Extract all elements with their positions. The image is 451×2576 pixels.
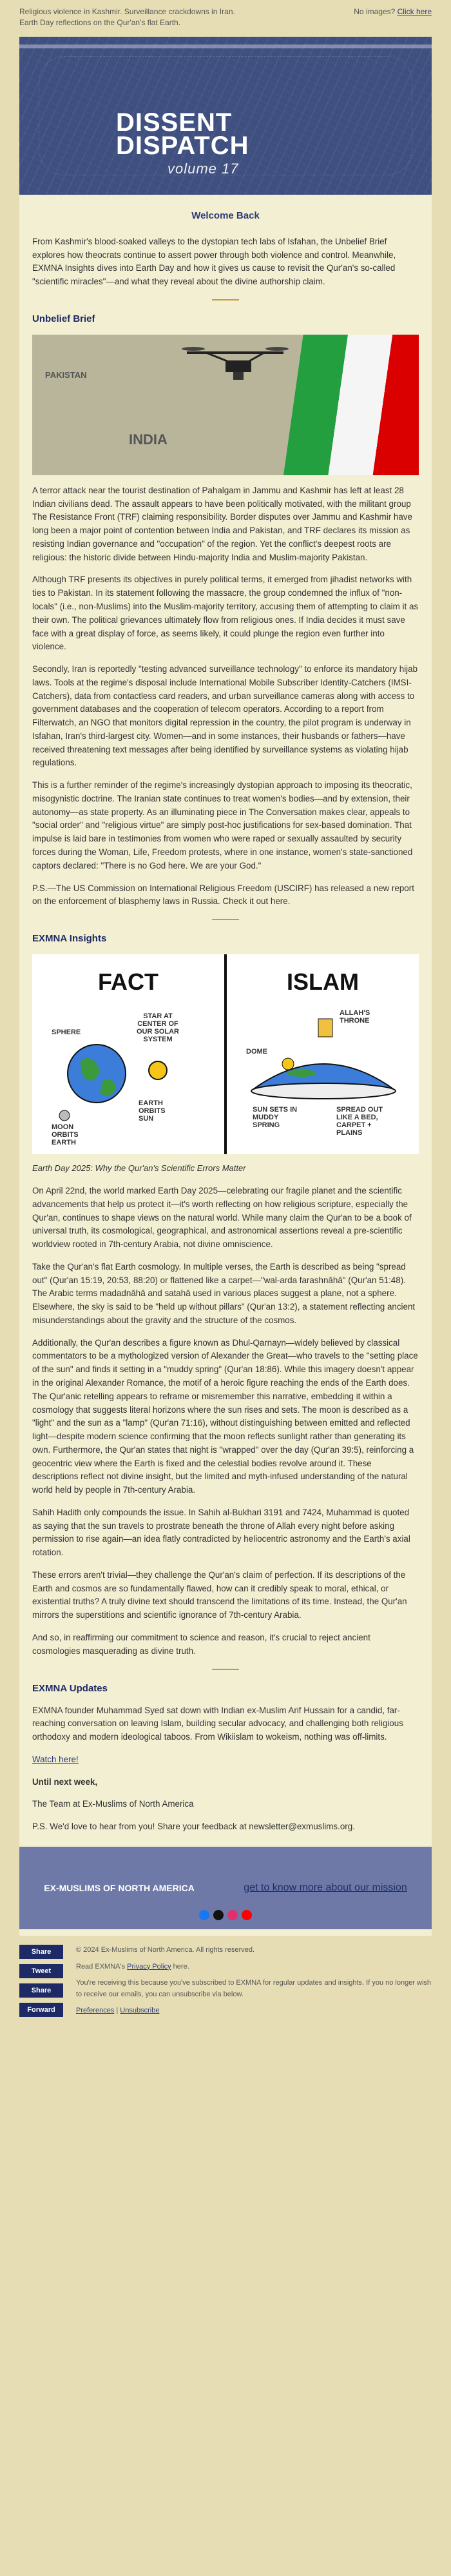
divider <box>212 919 239 920</box>
kashmir-drone-image <box>32 335 419 475</box>
exmna-updates-heading: EXMNA Updates <box>32 1682 108 1694</box>
unbelief-p3: Secondly, Iran is reportedly "testing advanced surveillance technology" to enforce its mandatory hijab laws. Tools at the regime's disposal include International Mobile Subscriber Identity-Catchers (IMSI-Catchers), data from contactless card readers, and urban surveillance cameras along with access to government databases and the cooperation of telecom operators. According to a report from Filterwatch, an NGO that monitors digital repression in the country, the pilot program is underway in Isfahan, Iran's third-largest city. Women—and in some instances, their husbands or fathers—have received threatening text messages after being identified by surveillance systems as violating hijab regulations. <box>32 664 418 768</box>
until-next-week: Until next week, <box>32 1776 98 1787</box>
comic-sphere-label: SPHERE <box>52 1028 81 1037</box>
privacy-pre: Read EXMNA's <box>76 1962 126 1971</box>
privacy-link[interactable]: Privacy Policy <box>127 1962 171 1971</box>
insights-p6: And so, in reaffirming our commitment to science and reason, it's crucial to reject ancient cosmologies masquerading as divine truth. <box>32 1633 370 1656</box>
forward-button[interactable]: Forward <box>19 2003 63 2017</box>
updates-p1: EXMNA founder Muhammad Syed sat down with Indian ex-Muslim Arif Hussain for a candid, far-reaching conversation on leaving Islam, building secular advocacy, and challenging both religious orthodoxy and modern ideological taboos. From Wikiislam to wokeism, nothing was off-limits. <box>32 1705 403 1742</box>
hero-band <box>19 44 432 48</box>
hero-banner <box>19 37 432 195</box>
preheader-summary: Religious violence in Kashmir. Surveillance crackdowns in Iran. Earth Day reflections on the Qur'an's flat Earth. <box>19 7 235 28</box>
comic-dome-label: DOME <box>246 1048 267 1056</box>
preheader <box>19 0 432 37</box>
iran-flag-image <box>283 335 419 475</box>
manage-links <box>76 2005 432 2017</box>
feedback-ps: P.S. We'd love to hear from you! Share your feedback at newsletter@exmuslims.org. <box>32 1822 355 1832</box>
unbelief-p2: Although TRF presents its objectives in purely political terms, it emerged from jihadist networks with ties to Pakistan. In its statement following the massacre, the group condemned the influx of "non-locals" (i.e., non-Muslims) into the Muslim-majority territory, accusing them of attempting to claim it as their own. The political grievances ultimately flow from religious ones. If India decides it must save face with a great display of force, as seems likely, it could plunge the region even further into violence. <box>32 575 419 652</box>
preferences-link[interactable]: Preferences <box>76 2007 115 2015</box>
comic-fact-title: FACT <box>98 968 158 996</box>
comic-caption: Earth Day 2025: Why the Qur'an's Scientific Errors Matter <box>32 1163 246 1174</box>
divider <box>212 1669 239 1670</box>
comic-star-label: STAR AT CENTER OF OUR SOLAR SYSTEM <box>137 1012 179 1044</box>
comic-sunsets-label: SUN SETS IN MUDDY SPRING <box>253 1106 298 1130</box>
unbelief-brief-heading: Unbelief Brief <box>32 313 95 324</box>
unbelief-p5: P.S.—The US Commission on International Religious Freedom (USCIRF) has released a new report on the enforcement of blasphemy laws in Russia. Check it out here. <box>32 883 414 907</box>
unbelief-p1: A terror attack near the tourist destination of Pahalgam in Jammu and Kashmir has left at least 28 Indian civilians dead. The assault appears to have been politically motivated, with the militant group The Resistance Front (TRF) claiming responsibility. Border disputes over Jammu and Kashmir have long been a major point of contention between India and Pakistan, and TRF declares its mission as resisting Indian governance and "occupation" of the region. Yet the conflict's deepest roots are religious: the historic divide between Hindu-majority India and Muslim-majority Pakistan. <box>32 485 412 562</box>
drone-icon <box>180 341 290 393</box>
logo-volume: volume 17 <box>168 160 239 177</box>
social-icons <box>199 1910 252 1920</box>
exmna-logo <box>44 1883 195 1893</box>
logo-line2: DISPATCH <box>116 131 249 160</box>
images-text: No images? <box>354 7 396 16</box>
logo-line1: DISSENT <box>116 108 233 137</box>
welcome-heading: Welcome Back <box>191 210 260 221</box>
insights-p2: Take the Qur'an's flat Earth cosmology. In multiple verses, the Earth is described as being "spread out" (Qur'an 15:19, 20:53, 88:20) or flattened like a carpet—"wal-arda farashnāhā" (Qur'an 51:48). The Arabic terms madadnāhā and satahā used in various places suggest a plane, not a sphere. Elsewhere, the sky is said to be "held up without pillars" (Qur'an 13:2), a statement reflecting ancient misunderstandings about the gravity and the structure of the cosmos. <box>32 1261 416 1325</box>
comic-earth-label: EARTH ORBITS SUN <box>139 1099 166 1123</box>
unbelief-p4: This is a further reminder of the regime's increasingly dystopian approach to imposing its theocratic, misogynistic doctrine. The Iranian state continues to treat women's bodies—and by extension, their autonomy—as state property. As an illuminating piece in The Conversation makes clear, appeals to "social order" and "religious virtue" are simply post-hoc justifications for sex-based domination. That impulse is laid bare in testimonies from women who were raped or sexually assaulted by security forces during the Woman, Life, Freedom protests, where in one instance, women's state-sanctioned captors declared: "There is no God here. We are your God." <box>32 780 413 870</box>
subscription-reason: You're receiving this because you've subscribed to EXMNA for regular updates and insights. If you no longer wish to receive our emails, you can unsubscribe via below. <box>76 1979 432 1998</box>
email-container <box>19 0 432 2041</box>
privacy-line <box>76 1961 432 1973</box>
share-buttons <box>19 1945 63 2022</box>
fact-vs-islam-comic <box>32 954 419 1154</box>
signoff-team: The Team at Ex-Muslims of North America <box>32 1799 194 1809</box>
map-label-pakistan: PAKISTAN <box>45 369 87 380</box>
x-icon[interactable] <box>213 1910 224 1920</box>
org-name: EX-MUSLIMS OF NORTH AMERICA <box>44 1882 195 1893</box>
comic-throne-label: ALLAH'S THRONE <box>340 1009 370 1025</box>
comic-fact-panel <box>32 954 224 1154</box>
intro-paragraph: From Kashmir's blood-soaked valleys to the dystopian tech labs of Isfahan, the Unbelief Brief explores how theocrats continue to assert power through both violence and control. Meanwhile, EXMNA Insights dives into Earth Day and how it gives us cause to revisit the Qur'an's so-called "scientific miracles"—and what they reveal about the divine authorship claim. <box>32 236 396 287</box>
dissent-dispatch-logo <box>116 108 249 181</box>
comic-spread-label: SPREAD OUT LIKE A BED, CARPET + PLAINS <box>336 1106 383 1137</box>
comic-moon-label: MOON ORBITS EARTH <box>52 1123 79 1147</box>
content <box>19 195 432 1936</box>
divider <box>212 299 239 300</box>
mission-link[interactable]: get to know more about our mission <box>244 1882 407 1893</box>
legal-text <box>76 1945 432 2022</box>
watch-link[interactable]: Watch here! <box>32 1754 79 1764</box>
insights-p4: Sahih Hadith only compounds the issue. In Sahih al-Bukhari 3191 and 7424, Muhammad is quoted as saying that the sun travels to prostrate beneath the throne of Allah every night before asking permission to rise again—an idea flatly contradicted by heliocentric astronomy and the Earth's axial rotation. <box>32 1507 410 1558</box>
instagram-icon[interactable] <box>227 1910 238 1920</box>
privacy-post: here. <box>173 1962 189 1971</box>
unsubscribe-link[interactable]: Unsubscribe <box>120 2007 160 2015</box>
bottom-section <box>19 1936 432 2041</box>
insights-p5: These errors aren't trivial—they challenge the Qur'an's claim of perfection. If its descriptions of the Earth and cosmos are so fundamentally flawed, how can it credibly speak to moral, ethical, or existential truths? A truly divine text should transcend the limitations of its time. Instead, the Qur'an mirrors the superstitions and scientific ignorance of 7th-century Arabia. <box>32 1569 407 1620</box>
comic-islam-panel <box>227 954 419 1154</box>
exmna-insights-heading: EXMNA Insights <box>32 933 107 945</box>
tweet-button[interactable]: Tweet <box>19 1964 63 1978</box>
copyright: © 2024 Ex-Muslims of North America. All rights reserved. <box>76 1945 255 1954</box>
comic-islam-title: ISLAM <box>287 968 359 996</box>
insights-p3: Additionally, the Qur'an describes a figure known as Dhul-Qarnayn—widely believed by classical commentators to be a mythologized version of Alexander the Great—who travels to the "setting place of the sun" and finds it setting in a "muddy spring" (Qur'an 18:86). While this imagery doesn't appear in the original Alexander Romance, the motif of a heroic figure reaching the ends of the Earth does. The Qur'anic retelling appears to reframe or misremember this narrative, embedding it within a cosmology that suggests literal horizons where the sun rises and sets. The moon is described as a "light" and the sun as a "lamp" (Qur'an 71:16), without distinguishing between emitted and reflected light—despite modern science confirming that the moon reflects sunlight rather than generating its own. Furthermore, the Qur'an states that night is "wrapped" over the day (Qur'an 39:5), reinforcing a geocentric view where the Earth is fixed and the celestial bodies revolve around it. These descriptions reflect not divine insight, but the limited and myth-infused understanding of the natural world held by people in 7th-century Arabia. <box>32 1337 418 1495</box>
youtube-icon[interactable] <box>242 1910 252 1920</box>
link-sep: | <box>116 2007 120 2015</box>
images-link[interactable]: Click here <box>397 7 432 16</box>
share-facebook-button[interactable]: Share <box>19 1945 63 1959</box>
footer-banner <box>19 1847 432 1929</box>
facebook-icon[interactable] <box>199 1910 209 1920</box>
insights-p1: On April 22nd, the world marked Earth Day 2025—celebrating our fragile planet and the scientific advancements that help us protect it—it's worth reflecting on how religious scripture, especially the Qur'an, continues to shape views on the natural world. While many claim the Qur'an to be a book of universal truth, its cosmological, geographical, and astronomical assertions reveal a pre-scientific worldview rooted in 7th-century Arabia, not divine omniscience. <box>32 1186 412 1250</box>
images-fallback <box>354 6 432 29</box>
map-label-india: INDIA <box>129 431 168 447</box>
share-linkedin-button[interactable]: Share <box>19 1983 63 1998</box>
